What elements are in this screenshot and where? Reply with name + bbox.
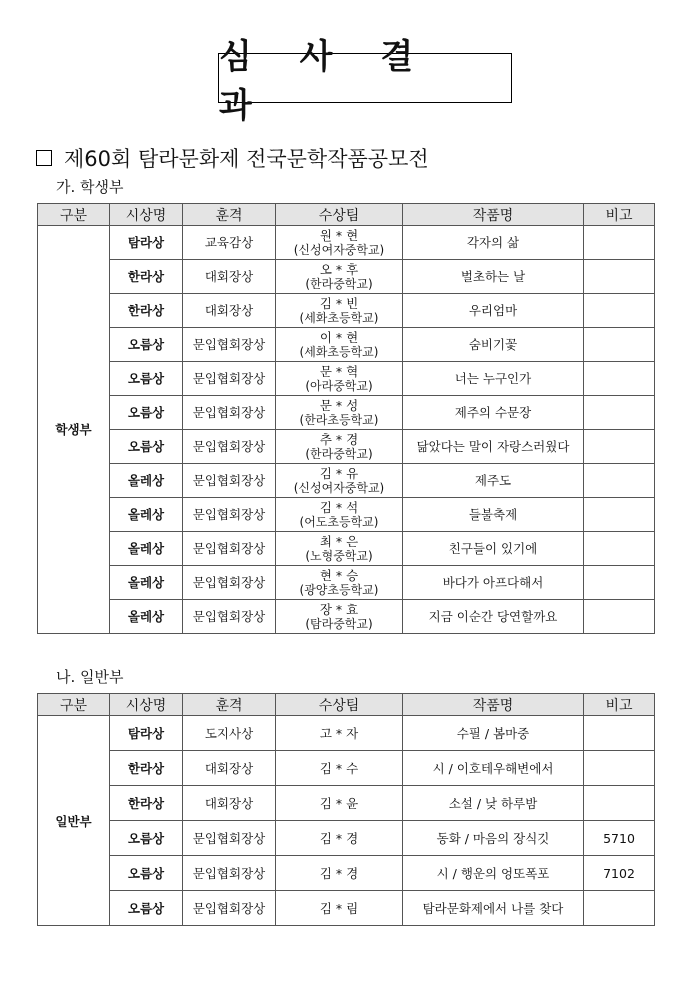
award-cell: 올레상 <box>110 566 183 600</box>
table-row <box>38 396 655 430</box>
rank-cell: 문입협회장상 <box>183 328 276 362</box>
note-cell: 5710 <box>584 821 655 856</box>
winner-school: (어도초등학교) <box>299 514 379 529</box>
note-cell <box>584 751 655 786</box>
winner-cell: 고 * 자 <box>276 716 403 751</box>
column-header: 훈격 <box>183 694 276 716</box>
award-cell: 올레상 <box>110 532 183 566</box>
award-cell: 오름상 <box>110 396 183 430</box>
winner-name: 김 * 빈 <box>319 295 359 311</box>
winner-school: (아라중학교) <box>305 378 373 393</box>
winner-cell: 김 * 윤 <box>276 786 403 821</box>
work-cell: 탐라문화제에서 나를 찾다 <box>403 891 584 926</box>
winner-school: (한라중학교) <box>305 446 373 461</box>
note-cell <box>584 566 655 600</box>
award-cell: 한라상 <box>110 751 183 786</box>
note-cell <box>584 498 655 532</box>
contest-heading <box>36 143 429 173</box>
winner-name: 추 * 경 <box>319 431 359 447</box>
table-row <box>38 260 655 294</box>
note-cell <box>584 600 655 634</box>
table-row <box>38 566 655 600</box>
winner-name: 원 * 현 <box>319 227 359 243</box>
work-cell: 각자의 삶 <box>403 226 584 260</box>
page-title: 심 사 결 과 <box>218 53 512 103</box>
column-header: 수상팀 <box>276 694 403 716</box>
winner-name: 이 * 현 <box>319 329 359 345</box>
work-cell: 제주도 <box>403 464 584 498</box>
work-cell: 너는 누구인가 <box>403 362 584 396</box>
note-cell <box>584 716 655 751</box>
rank-cell: 문입협회장상 <box>183 821 276 856</box>
work-cell: 벌초하는 날 <box>403 260 584 294</box>
award-cell: 오름상 <box>110 430 183 464</box>
table-row <box>38 891 655 926</box>
group-cell: 일반부 <box>38 716 110 926</box>
winner-name: 김 * 석 <box>319 499 359 515</box>
award-cell: 올레상 <box>110 498 183 532</box>
table-row <box>38 600 655 634</box>
table-row <box>38 786 655 821</box>
award-cell: 올레상 <box>110 464 183 498</box>
note-cell <box>584 260 655 294</box>
column-header: 비고 <box>584 694 655 716</box>
award-cell: 올레상 <box>110 600 183 634</box>
table-header-row <box>38 694 655 716</box>
award-cell: 탐라상 <box>110 226 183 260</box>
table-row <box>38 856 655 891</box>
work-cell: 동화 / 마음의 장식깃 <box>403 821 584 856</box>
contest-heading-text: 제60회 탐라문화제 전국문학작품공모전 <box>64 147 429 171</box>
table-row <box>38 328 655 362</box>
winner-name: 장 * 효 <box>319 601 359 617</box>
winner-cell <box>276 362 403 396</box>
work-cell: 숨비기꽃 <box>403 328 584 362</box>
rank-cell: 문입협회장상 <box>183 498 276 532</box>
award-cell: 한라상 <box>110 294 183 328</box>
table-header-row <box>38 204 655 226</box>
winner-school: (한라초등학교) <box>299 412 379 427</box>
table-row <box>38 821 655 856</box>
winner-school: (광양초등학교) <box>299 582 379 597</box>
award-cell: 한라상 <box>110 260 183 294</box>
column-header: 구분 <box>38 694 110 716</box>
rank-cell: 문입협회장상 <box>183 396 276 430</box>
work-cell: 친구들이 있기에 <box>403 532 584 566</box>
note-cell: 7102 <box>584 856 655 891</box>
award-cell: 오름상 <box>110 891 183 926</box>
table-row <box>38 362 655 396</box>
rank-cell: 대회장상 <box>183 751 276 786</box>
table-row <box>38 430 655 464</box>
rank-cell: 대회장상 <box>183 294 276 328</box>
winner-cell: 김 * 경 <box>276 856 403 891</box>
winner-cell <box>276 532 403 566</box>
column-header: 작품명 <box>403 694 584 716</box>
table-row <box>38 716 655 751</box>
winner-school: (노형중학교) <box>305 548 373 563</box>
rank-cell: 도지사상 <box>183 716 276 751</box>
note-cell <box>584 328 655 362</box>
winner-name: 문 * 혁 <box>319 363 359 379</box>
checkbox-square-icon <box>36 150 52 166</box>
winner-school: (신성여자중학교) <box>293 480 385 495</box>
note-cell <box>584 396 655 430</box>
work-cell: 시 / 이호테우해변에서 <box>403 751 584 786</box>
winner-cell: 김 * 림 <box>276 891 403 926</box>
rank-cell: 대회장상 <box>183 786 276 821</box>
winner-school: (탐라중학교) <box>305 616 373 631</box>
winner-cell <box>276 226 403 260</box>
note-cell <box>584 430 655 464</box>
award-cell: 탐라상 <box>110 716 183 751</box>
winner-cell <box>276 600 403 634</box>
winner-cell <box>276 396 403 430</box>
work-cell: 바다가 아프다해서 <box>403 566 584 600</box>
student-results-table <box>37 203 655 634</box>
work-cell: 우리엄마 <box>403 294 584 328</box>
winner-cell <box>276 430 403 464</box>
column-header: 시상명 <box>110 694 183 716</box>
work-cell: 들불축제 <box>403 498 584 532</box>
rank-cell: 문입협회장상 <box>183 430 276 464</box>
column-header: 작품명 <box>403 204 584 226</box>
winner-name: 김 * 유 <box>319 465 359 481</box>
work-cell: 닮았다는 말이 자랑스러웠다 <box>403 430 584 464</box>
winner-name: 최 * 은 <box>319 533 359 549</box>
note-cell <box>584 294 655 328</box>
winner-cell <box>276 498 403 532</box>
award-cell: 오름상 <box>110 362 183 396</box>
winner-cell: 김 * 수 <box>276 751 403 786</box>
note-cell <box>584 786 655 821</box>
table-row <box>38 498 655 532</box>
winner-cell <box>276 464 403 498</box>
work-cell: 지금 이순간 당연할까요 <box>403 600 584 634</box>
column-header: 시상명 <box>110 204 183 226</box>
winner-school: (세화초등학교) <box>299 344 379 359</box>
winner-cell <box>276 294 403 328</box>
table-row <box>38 226 655 260</box>
award-cell: 오름상 <box>110 821 183 856</box>
note-cell <box>584 891 655 926</box>
rank-cell: 대회장상 <box>183 260 276 294</box>
winner-cell <box>276 566 403 600</box>
note-cell <box>584 532 655 566</box>
winner-cell: 김 * 경 <box>276 821 403 856</box>
work-cell: 시 / 행운의 엉또폭포 <box>403 856 584 891</box>
award-cell: 한라상 <box>110 786 183 821</box>
note-cell <box>584 464 655 498</box>
column-header: 비고 <box>584 204 655 226</box>
general-results-table <box>37 693 655 926</box>
column-header: 수상팀 <box>276 204 403 226</box>
winner-school: (세화초등학교) <box>299 310 379 325</box>
rank-cell: 문입협회장상 <box>183 532 276 566</box>
winner-school: (한라중학교) <box>305 276 373 291</box>
winner-name: 현 * 승 <box>319 567 359 583</box>
table-row <box>38 294 655 328</box>
section-general-label: 나. 일반부 <box>56 668 124 686</box>
winner-name: 오 * 후 <box>319 261 359 277</box>
work-cell: 제주의 수문장 <box>403 396 584 430</box>
winner-cell <box>276 260 403 294</box>
table-row <box>38 532 655 566</box>
rank-cell: 문입협회장상 <box>183 891 276 926</box>
work-cell: 소설 / 낮 하루밤 <box>403 786 584 821</box>
rank-cell: 문입협회장상 <box>183 600 276 634</box>
award-cell: 오름상 <box>110 328 183 362</box>
rank-cell: 문입협회장상 <box>183 856 276 891</box>
group-cell: 학생부 <box>38 226 110 634</box>
winner-cell <box>276 328 403 362</box>
section-student-label: 가. 학생부 <box>56 178 124 196</box>
rank-cell: 문입협회장상 <box>183 566 276 600</box>
rank-cell: 문입협회장상 <box>183 464 276 498</box>
rank-cell: 문입협회장상 <box>183 362 276 396</box>
note-cell <box>584 226 655 260</box>
work-cell: 수필 / 봄마중 <box>403 716 584 751</box>
award-cell: 오름상 <box>110 856 183 891</box>
winner-name: 문 * 성 <box>319 397 359 413</box>
winner-school: (신성여자중학교) <box>293 242 385 257</box>
table-row <box>38 464 655 498</box>
column-header: 구분 <box>38 204 110 226</box>
rank-cell: 교육감상 <box>183 226 276 260</box>
column-header: 훈격 <box>183 204 276 226</box>
table-row <box>38 751 655 786</box>
note-cell <box>584 362 655 396</box>
